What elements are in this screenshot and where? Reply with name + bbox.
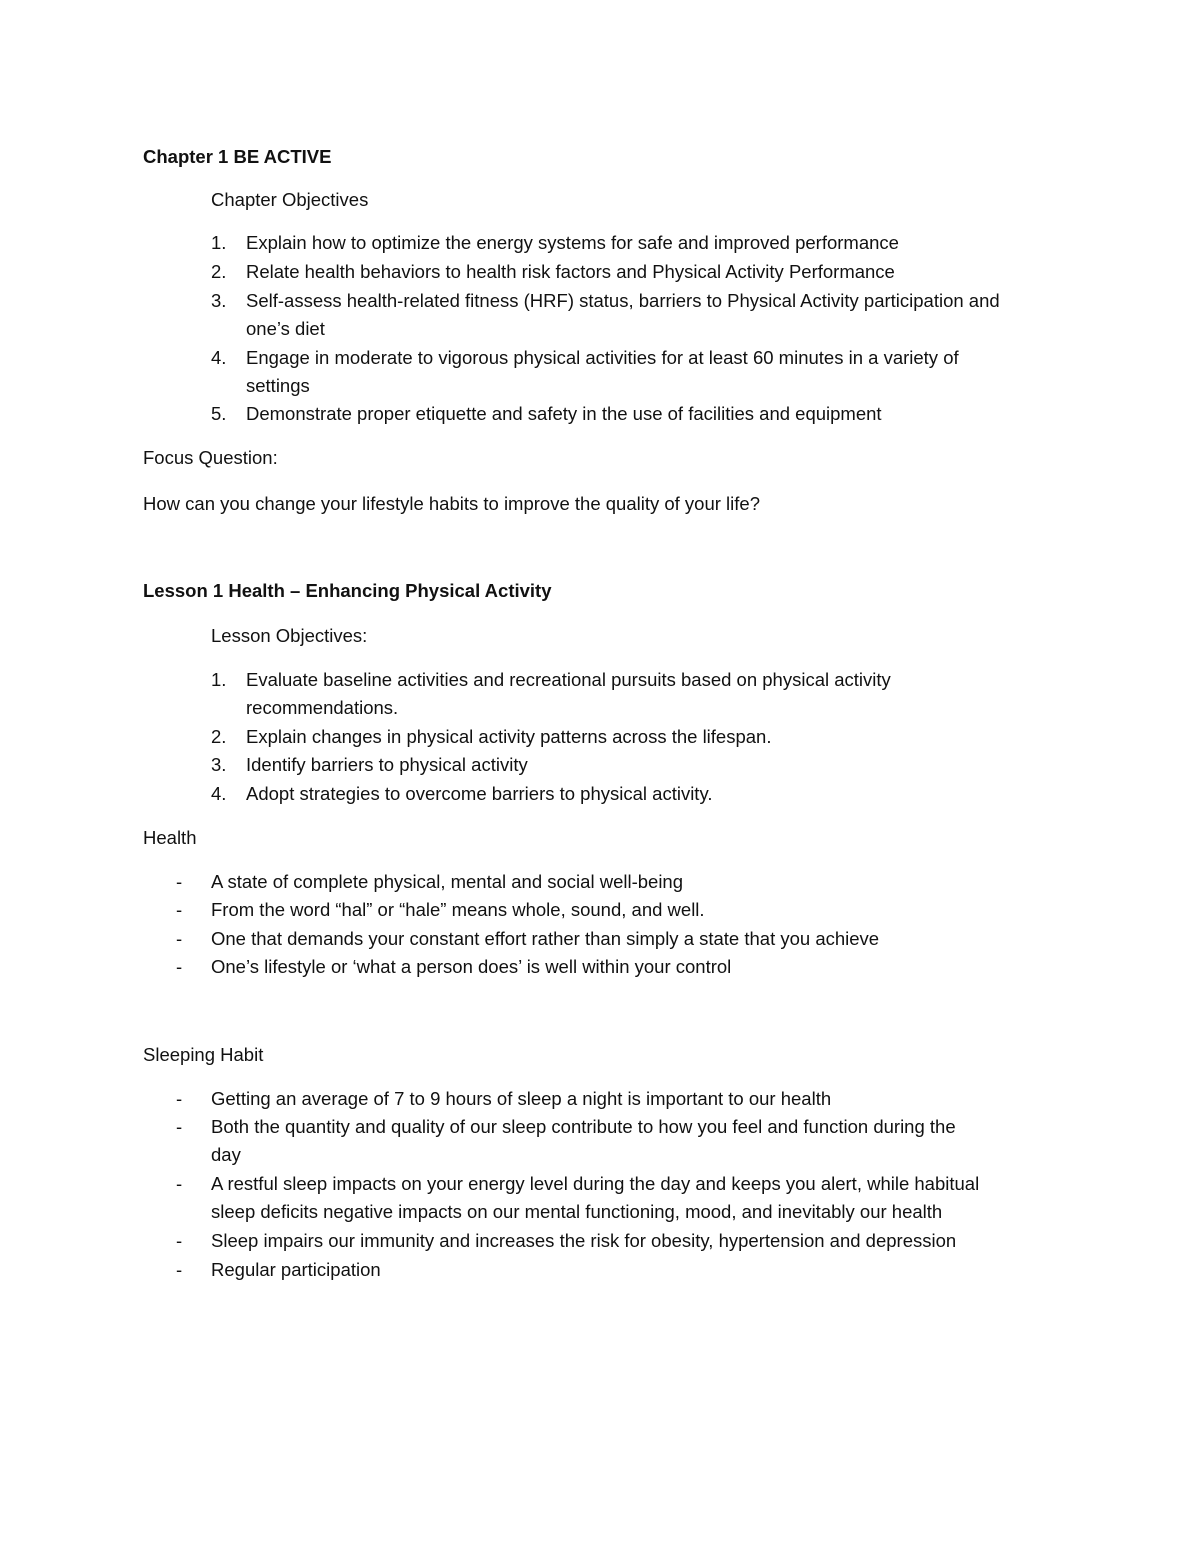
list-item-continuation: recommendations. xyxy=(246,697,399,718)
list-item: Demonstrate proper etiquette and safety in the use of facilities and equipment xyxy=(246,403,882,424)
list-item: A restful sleep impacts on your energy level during the day and keeps you alert, while habitual xyxy=(211,1173,980,1194)
list-item-continuation: one’s diet xyxy=(246,318,325,339)
list-item: A state of complete physical, mental and social well-being xyxy=(211,871,684,892)
list-item-continuation: sleep deficits negative impacts on our mental functioning, mood, and inevitably our health xyxy=(211,1201,943,1222)
focus-question-label: Focus Question: xyxy=(143,447,278,468)
bullet-dash: - xyxy=(176,956,183,977)
bullet-dash: - xyxy=(176,871,183,892)
list-item: Regular participation xyxy=(211,1259,381,1280)
list-number: 1. xyxy=(211,232,227,253)
list-item: Explain changes in physical activity patterns across the lifespan. xyxy=(246,726,772,747)
list-item: One’s lifestyle or ‘what a person does’ is well within your control xyxy=(211,956,732,977)
list-item: From the word “hal” or “hale” means whole, sound, and well. xyxy=(211,899,705,920)
list-number: 2. xyxy=(211,726,227,747)
bullet-dash: - xyxy=(176,928,183,949)
list-number: 2. xyxy=(211,261,227,282)
list-item: Relate health behaviors to health risk factors and Physical Activity Performance xyxy=(246,261,895,282)
list-number: 5. xyxy=(211,403,227,424)
lesson-objectives-heading: Lesson Objectives: xyxy=(211,625,368,646)
bullet-dash: - xyxy=(176,899,183,920)
list-item: Adopt strategies to overcome barriers to physical activity. xyxy=(246,783,713,804)
bullet-dash: - xyxy=(176,1173,183,1194)
list-item-continuation: settings xyxy=(246,375,310,396)
list-item: One that demands your constant effort rather than simply a state that you achieve xyxy=(211,928,880,949)
bullet-dash: - xyxy=(176,1116,183,1137)
list-item: Getting an average of 7 to 9 hours of sleep a night is important to our health xyxy=(211,1088,832,1109)
lesson-title: Lesson 1 Health – Enhancing Physical Activity xyxy=(143,580,552,601)
list-item: Self-assess health-related fitness (HRF) status, barriers to Physical Activity participation and xyxy=(246,290,1000,311)
chapter-title: Chapter 1 BE ACTIVE xyxy=(143,146,332,167)
list-number: 3. xyxy=(211,290,227,311)
focus-question: How can you change your lifestyle habits to improve the quality of your life? xyxy=(143,493,760,514)
list-item: Both the quantity and quality of our sleep contribute to how you feel and function during the xyxy=(211,1116,956,1137)
bullet-dash: - xyxy=(176,1230,183,1251)
list-item: Explain how to optimize the energy systems for safe and improved performance xyxy=(246,232,899,253)
list-number: 3. xyxy=(211,754,227,775)
chapter-objectives-heading: Chapter Objectives xyxy=(211,189,369,210)
list-item: Evaluate baseline activities and recreational pursuits based on physical activity xyxy=(246,669,891,690)
sleeping-habit-heading: Sleeping Habit xyxy=(143,1044,264,1065)
health-heading: Health xyxy=(143,827,197,848)
list-number: 4. xyxy=(211,347,227,368)
list-item: Sleep impairs our immunity and increases the risk for obesity, hypertension and depression xyxy=(211,1230,957,1251)
list-item-continuation: day xyxy=(211,1144,241,1165)
list-number: 1. xyxy=(211,669,227,690)
list-item: Engage in moderate to vigorous physical activities for at least 60 minutes in a variety of xyxy=(246,347,959,368)
list-number: 4. xyxy=(211,783,227,804)
bullet-dash: - xyxy=(176,1088,183,1109)
bullet-dash: - xyxy=(176,1259,183,1280)
list-item: Identify barriers to physical activity xyxy=(246,754,528,775)
